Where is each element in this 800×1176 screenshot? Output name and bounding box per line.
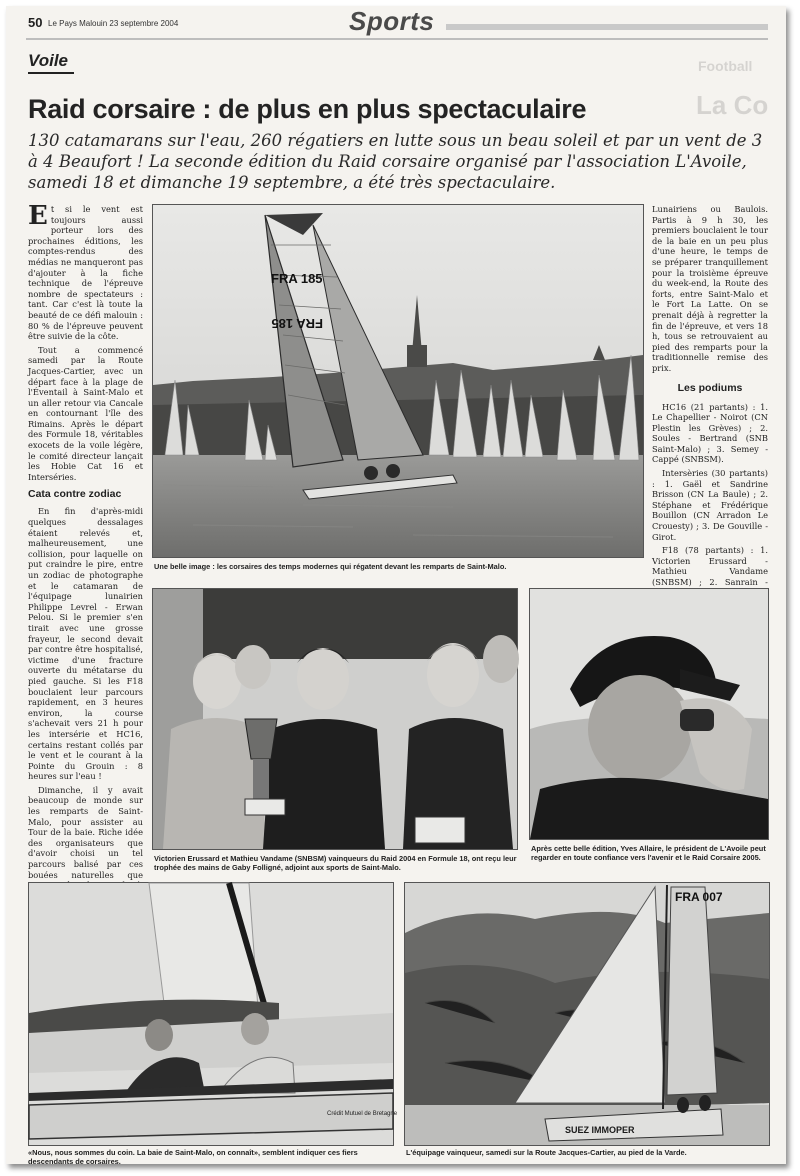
ghost-football-text: Football (698, 58, 753, 74)
caption-coin: «Nous, nous sommes du coin. La baie de Saint-Malo, on connaît», semblent indiquer ces fiers descendants de corsaires. (28, 1148, 358, 1167)
photo-winning-crew-varde (404, 882, 770, 1146)
article-standfirst: 130 catamarans sur l'eau, 260 régatiers en lutte sous un beau soleil et par un vent de 3 à 4 Beaufort ! La seconde édition du Raid corsaire organisé par l'association L'Avoile, samedi 18 et dimanche 19 septembre, a été très spectaculaire. (28, 131, 763, 192)
rubric-label: Voile (28, 51, 68, 70)
article-headline: Raid corsaire : de plus en plus spectaculaire (28, 94, 587, 124)
drop-cap: E (28, 201, 48, 231)
podium-hc16: HC16 (21 partants) : 1. Le Chapellier - Noirot (CN Plestin les Grèves) ; 2. Soules - Bertrand (SNB Saint-Malo) ; 3. Semey - Cappé (SNBSM). (652, 401, 768, 465)
caption-winners: Victorien Erussard et Mathieu Vandame (SNBSM) vainqueurs du Raid 2004 en Formule 18, ont reçu leur trophée des mains de Gaby Folligné, adjoint aux sports de Saint-Malo. (154, 854, 517, 873)
photo-winners-trophy (152, 588, 518, 850)
rubric-underline (28, 72, 74, 74)
header-gray-band (446, 24, 768, 30)
article-right-column (652, 204, 768, 587)
paragraph-3: En fin d'après-midi quelques dessalages étaient relevés et, malheureusement, une collision, pour laquelle on put craindre le pire, entre un zodiac de photographe et le catamaran de l'équipage lunairien Philippe Levrel - Erwan Pelou. Si le premier s'en tirait avec une grosse frayeur, le second devait par contre être hospitalisé, victime d'une fracture ouverte du métatarse du pied gauche. Si les F18 bouclaient leur parcours rapidement, en 3 heures environ, la course s'achevait vers 21 h pour les intersérie et HC16, certains restant collés par le vent et le courant à la Pointe du Grouin : 8 heures sur l'eau ! (28, 506, 143, 782)
regatta-image (153, 205, 643, 557)
paragraph-6: Lunairiens ou Baulois. Partis à 9 h 30, les premiers bouclaient le tour de la baie en un peu plus d'une heure, le temps de se préparer tranquillement pour la troisième épreuve du week-end, la Route des forts, entre Saint-Malo et le Fort La Latte. On se prenait déjà à regretter la fin de l'épreuve, et vers 18 h, tous se retrouvaient au pied des remparts pour la traditionnelle remise des prix. (652, 204, 768, 373)
paragraph-2: Tout a commencé samedi par la Route Jacques-Cartier, avec un départ face à la plage de l'Éventail à Saint-Malo et un aller retour via Cancale en contournant l'île des Rimains. Après le départ des Formule 18, véritables exocets de la voile légère, le comité directeur lançait les Hobie Cat 16 et Interséries. (28, 344, 143, 482)
sail-number-varde: FRA 007 (675, 890, 723, 904)
podiums-heading: Les podiums (677, 381, 743, 394)
caption-allaire: Après cette belle édition, Yves Allaire, le président de L'Avoile peut regarder en toute confiance vers l'avenir et le Raid Corsaire 2005. (531, 844, 766, 863)
photo-regatta-ramparts (152, 204, 644, 558)
sail-number-top: FRA 185 (271, 271, 323, 286)
caption-equipage: L'équipage vainqueur, samedi sur la Route Jacques-Cartier, au pied de la Varde. (406, 1148, 687, 1157)
page-number: 50 (28, 15, 43, 30)
photo-crew-catamaran (28, 882, 398, 1146)
paragraph-4: Dimanche, il y avait beaucoup de monde sur les remparts de Saint-Malo, pour assister au Tour de la baie. Riche idée des organisateurs que d'avoir choisi un tel parcours balisé par ces bouées naturelles que (28, 784, 143, 880)
varde-image (405, 883, 769, 1145)
allaire-image (530, 589, 768, 839)
podium-interseries: Intersèries (30 partants) : 1. Gaël et Sandrine Brisson (CN La Baule) ; 2. Stéphane et Frédérique Bouillon (CN Arradon Le Crouesty) ; 3. De Gouville - Girot. (652, 468, 768, 542)
ghost-headline-text: La Co (696, 90, 769, 120)
podium-f18: F18 (78 partants) : 1. Victorien Erussard - Mathieu Vandame (SNBSM) ; 2. Sanrain - (652, 545, 768, 587)
hull-sponsor-text: SUEZ IMMOPER (565, 1125, 635, 1135)
photo-yves-allaire (529, 588, 769, 840)
paper-dateline: Le Pays Malouin 23 septembre 2004 (48, 19, 179, 28)
sponsor-logo-text: Crédit Mutuel de Bretagne (327, 1111, 398, 1117)
newspaper-page (6, 6, 786, 1167)
paragraph-1: t si le vent est toujours aussi porteur lors des prochaines éditions, les comptes-rendus des médias ne manqueront pas d'ajouter à la fiche technique de l'épreuve nombre de spectateurs : tant. Car c'est là toute la beauté de ce défi malouin : 80 % de l'épreuve peuvent être suivie de la côte. (28, 204, 143, 342)
winners-image (153, 589, 517, 849)
subhead-cata-zodiac: Cata contre zodiac (28, 488, 122, 501)
section-title: Sports (349, 6, 435, 36)
caption-main-photo: Une belle image : les corsaires des temps modernes qui régatent devant les remparts de Saint-Malo. (154, 562, 507, 571)
crew-image (29, 883, 398, 1145)
article-left-column (28, 201, 143, 880)
sail-number-bottom: FRA 185 (271, 316, 323, 331)
